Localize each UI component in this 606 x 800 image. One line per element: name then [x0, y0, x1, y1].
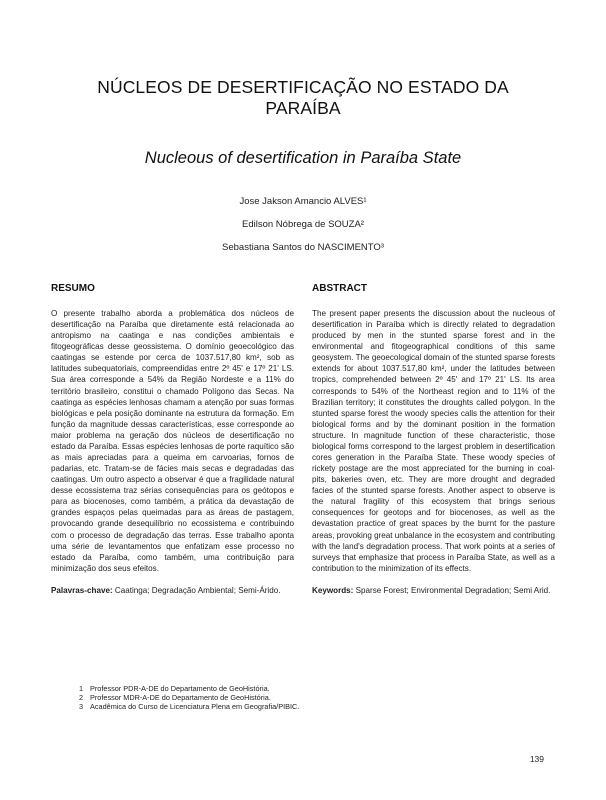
abstract-heading: ABSTRACT	[312, 283, 367, 294]
palavras-chave-value: Caatinga; Degradação Ambiental; Semi-Árido.	[114, 585, 281, 595]
resumo-keywords	[51, 585, 294, 596]
author-2: Edilson Nóbrega de SOUZA²	[242, 219, 364, 230]
footnote-text: Acadêmica do Curso de Licenciatura Plena em Geografia/PIBIC.	[90, 702, 300, 712]
footnote-number: 1	[79, 684, 84, 693]
keywords-value: Sparse Forest; Environmental Degradation; Semi Arid.	[355, 585, 551, 595]
footnote-3	[79, 702, 539, 711]
abstract-section	[312, 283, 555, 596]
abstract-text: The present paper presents the discussion about the nucleous of desertification in Paraíba which is directly related to degradation produced by men in the stunted sparse forest and in the environmental and fitogeographical conditions of this same geosystem. The geoecological domain of the stunted sparse forests extends for about 1037.517,80 km², under the latitudes between tropics, comprehended between 2º 45' and 17º 21' LS. Its area corresponds to 54% of the Northeast region and to 11% of the Brazilian territory; it constitutes the droughts called polygon. In the stunted sparse forest the woody species calls the attention for their biological forms and by the dominant position in the formation structure. In magnitude function of these characteristic, those biological forms correspond to the largest problem in desertification cores generation in the Paraíba State. These woody species of rickety postage are the most appreciated for the burning in coal-pits, bakeries oven, etc. They are more drought and degraded facies of the stunted sparse forests. Another aspect to observe is the natural fragility of this ecosystem that brings serious consequences for geotops and for biocenoses, as well as the devastation practice of great spaces by the burnt for the pasture areas, provoking great unbalance in the ecosystem and contributing with the land's degradation process. That work points at a series of surveys that emphasize that process in Paraíba State, as well as a contribution to the minimization of its effects.	[312, 309, 555, 573]
footnotes	[79, 684, 539, 712]
footnote-number: 2	[79, 693, 84, 703]
resumo-section	[51, 283, 294, 596]
author-3: Sebastiana Santos do NASCIMENTO³	[222, 242, 384, 253]
article-title: NÚCLEOS DE DESERTIFICAÇÃO NO ESTADO DA PARAÍBA	[97, 77, 509, 118]
article-title-english: Nucleous of desertification in Paraíba State	[144, 149, 462, 167]
palavras-chave-label: Palavras-chave:	[51, 585, 113, 595]
footnote-text: Professor MDR-A-DE do Departamento de GeoHistória.	[90, 693, 271, 703]
keywords-label: Keywords:	[312, 585, 354, 595]
footnote-1	[79, 684, 539, 693]
footnote-text: Professor PDR-A-DE do Departamento de GeoHistória.	[90, 684, 270, 693]
footnote-number: 3	[79, 702, 84, 712]
resumo-heading: RESUMO	[51, 283, 95, 294]
footnote-2	[79, 693, 539, 702]
resumo-text: O presente trabalho aborda a problemática dos núcleos de desertificação na Paraíba que diretamente está relacionada ao antropismo na caatinga e nas condições ambientais e fitogeográficas desse geossistema. O domínio geoecológico das caatingas se estende por cerca de 1037.517,80 km², sob as latitudes subequatoriais, compreendidas entre 2º 45' e 17º 21' LS. Sua área corresponde a 54% da Região Nordeste e a 11% do território brasileiro, constitui o chamado Polígono das Secas. Na caatinga as espécies lenhosas chamam a atenção por suas formas biológicas e pela posição dominante na estrutura da formação. Em função da magnitude dessas características, esse corresponde ao maior problema na geração dos núcleos de desertificação no estado da Paraíba. Essas espécies lenhosas de porte raquítico são as mais apreciadas para a queima em carvoarias, fornos de padarias, etc. Tratam-se de fácies mais secas e degradadas das caatingas. Um outro aspecto a observar é que a fragilidade natural desse ecossistema traz sérias consequências para os geótopos e para as biocenoses, como também, a prática da devastação de grandes espaços pelas queimadas para as áreas de pastagem, provocando grande desequilíbrio no ecossistema e contribuindo com o processo de degradação das terras. Esse trabalho aponta uma série de levantamentos que enfatizam esse processo no estado da Paraíba, como também, uma contribuição para minimização dos seus efeitos.	[51, 309, 294, 573]
author-1: Jose Jakson Amancio ALVES¹	[239, 196, 367, 207]
page-number: 139	[529, 754, 544, 764]
abstract-keywords	[312, 585, 555, 596]
author-list	[60, 190, 546, 259]
